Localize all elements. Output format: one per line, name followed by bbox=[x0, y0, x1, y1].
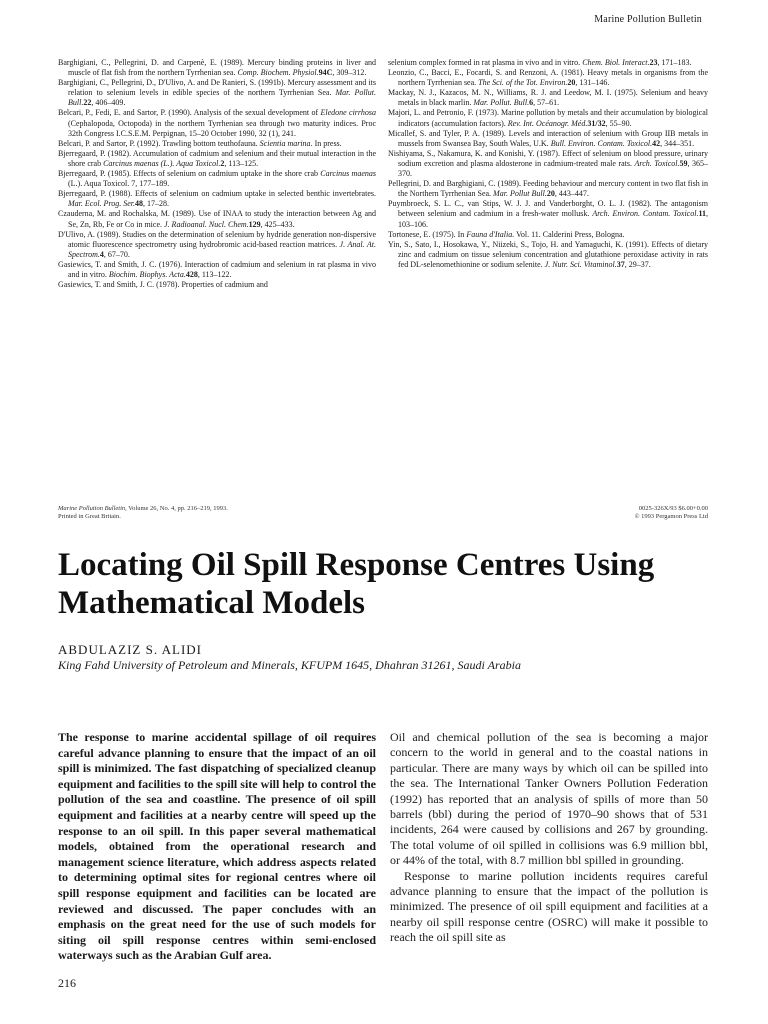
running-head: Marine Pollution Bulletin bbox=[594, 14, 702, 25]
reference-pre: Belcari, P., Fedi, E. and Sartor, P. (1990). Analysis of the sexual development of bbox=[58, 108, 321, 118]
reference-post: . In press. bbox=[310, 138, 342, 148]
reference-vol: 31/32 bbox=[587, 118, 606, 128]
reference-journal: Fauna d'Italia. bbox=[466, 229, 515, 239]
reference-post: , 443–447. bbox=[554, 189, 589, 199]
reference-pre: Micallef, S. and Tyler, P. A. (1989). Levels and interaction of selenium with Group IIB metals in mussels from Swansea Bay, South Wales, U.K. bbox=[388, 128, 708, 148]
reference-post: , 365–370. bbox=[398, 158, 709, 179]
reference-post: , 67–70. bbox=[103, 249, 130, 259]
reference-entry bbox=[58, 189, 376, 209]
reference-pre: Tortonese, E. (1975). In bbox=[388, 229, 467, 239]
reference-post: , 113–122. bbox=[197, 269, 232, 279]
reference-entry bbox=[58, 78, 376, 108]
reference-post: , 55–90. bbox=[605, 118, 632, 128]
page-number: 216 bbox=[58, 976, 76, 990]
reference-entry bbox=[58, 280, 376, 290]
issue-journal: Marine Pollution Bulletin, bbox=[58, 505, 127, 512]
reference-journal: Mar. Ecol. Prog. Ser. bbox=[68, 199, 136, 209]
copyright-notice: © 1993 Pergamon Press Ltd bbox=[634, 513, 708, 520]
reference-entry bbox=[388, 230, 708, 240]
reference-pre: Barghigiani, C., Pellegrini, D. and Carpenè, E. (1989). Mercury binding proteins in liver and muscle of flat fish from the northern Tyrrhenian sea. bbox=[58, 58, 376, 78]
reference-vol: 20 bbox=[567, 78, 576, 88]
reference-vol: 129 bbox=[248, 219, 261, 229]
reference-entry bbox=[58, 108, 376, 138]
reference-entry bbox=[58, 230, 376, 260]
author-name: ABDULAZIZ S. ALIDI bbox=[58, 642, 203, 657]
references-right-column bbox=[388, 58, 708, 270]
reference-entry bbox=[58, 58, 376, 78]
reference-journal: J. Nutr. Sci. Vitaminol. bbox=[544, 259, 617, 269]
reference-pre: Pellegrini, D. and Barghigiani, C. (1989). Feeding behaviour and mercury content in two flat fish in the Northern Tyrrhenian Sea. bbox=[388, 179, 708, 199]
reference-entry bbox=[58, 169, 376, 189]
copyright-info bbox=[635, 505, 708, 521]
reference-journal: J. Anal. At. Spectrom. bbox=[68, 239, 376, 259]
reference-entry bbox=[388, 179, 708, 199]
reference-journal: Arch. Toxicol. bbox=[634, 158, 680, 168]
reference-journal: Mar. Pollut. Bull. bbox=[473, 98, 530, 108]
reference-post: , 17–28. bbox=[143, 199, 170, 209]
reference-entry bbox=[58, 139, 376, 149]
reference-journal: Mar. Pollut Bull. bbox=[493, 189, 547, 199]
reference-journal: Carcinus maenas (L.). Aqua Toxicol. bbox=[103, 158, 221, 168]
reference-vol: 23 bbox=[649, 58, 658, 67]
reference-vol: 59 bbox=[679, 158, 688, 168]
reference-journal: Rev. Int. Océanogr. Méd. bbox=[507, 118, 588, 128]
reference-vol: 11 bbox=[698, 209, 707, 219]
reference-pre: Gasiewics, T. and Smith, J. C. (1976). Interaction of cadmium and selenium in rat plasma in vivo and in vitro. bbox=[58, 259, 376, 279]
reference-pre: Bjerregaard, P. (1982). Accumulation of cadmium and selenium and their mutual interaction in the shore crab bbox=[58, 148, 376, 168]
reference-journal: Bull. Environ. Contam. Toxicol. bbox=[550, 138, 653, 148]
abstract: The response to marine accidental spillage of oil requires careful advance planning to ensure that the impact of an oil spill is minimized. The fast dispatching of specialized cleanup equipment and facilities to the spill site will help to control the pollution of the sea and coastline. The presence of oil spill equipment and facilities at a nearby centre will speed up the response to an oil spill. In this paper several mathematical models, obtained from the operational research and management science literature, which address aspects related to determining optimal sites for regional centres where oil spill response equipment and facilities can be located are reviewed and discussed. The paper concludes with an emphasis on the great need for the use of such models for siting oil spill response centres within semi-enclosed waterways such as the Arabian Gulf area. bbox=[58, 730, 376, 963]
reference-vol: 6 bbox=[529, 98, 534, 108]
reference-post: , 57–61. bbox=[533, 98, 560, 108]
reference-pre: Gasiewics, T. and Smith, J. C. (1978). Properties of cadmium and bbox=[58, 280, 268, 290]
reference-vol: 22 bbox=[83, 98, 92, 108]
reference-journal: Arch. Environ. Contam. Toxicol. bbox=[592, 209, 699, 219]
reference-post: (Cephalopoda, Octopoda) in the northern Tyrrhenian sea through two maturity indices. Proc 32th Congress I.C.S.E.M. Perpignan, 15–20 October 1990, 32 (1), 241. bbox=[68, 118, 376, 138]
author-affiliation: King Fahd University of Petroleum and Minerals, KFUPM 1645, Dhahran 31261, Saudi Arabia bbox=[58, 658, 521, 672]
reference-journal: Eledone cirrhosa bbox=[320, 108, 376, 118]
reference-pre: Bjerregaard, P. (1985). Effects of selenium on cadmium uptake in the shore crab bbox=[58, 169, 321, 179]
reference-vol: 37 bbox=[616, 259, 625, 269]
reference-vol: 94C bbox=[318, 68, 333, 78]
reference-post: Vol. 11. Calderini Press, Bologna. bbox=[514, 229, 625, 239]
reference-pre: Majori, L. and Petronio, F. (1973). Marine pollution by metals and their accumulation by biological indicators (accumulation factors). bbox=[388, 108, 708, 128]
reference-entry bbox=[388, 129, 708, 149]
reference-entry bbox=[58, 260, 376, 280]
reference-vol: 4 bbox=[99, 249, 104, 259]
reference-entry bbox=[388, 68, 708, 88]
body-paragraph: Response to marine pollution incidents requires careful advance planning to ensure that the impact of the pollution is minimized. The presence of oil spill equipment and facilities at a nearby oil spill response centre (OSRC) will make it possible to reach the oil spill site as bbox=[390, 868, 708, 945]
reference-journal: Chem. Biol. Interact. bbox=[582, 58, 650, 67]
reference-pre: Mackay, N. J., Kazacos, M. N., Williams, R. J. and Leedow, M. I. (1975). Selenium and heavy metals in black marlin. bbox=[388, 88, 708, 108]
printed-in: Printed in Great Britain. bbox=[58, 513, 121, 520]
reference-pre: Yin, S., Sato, I., Hosokawa, Y., Niizeki, S., Tojo, H. and Yamaguchi, K. (1991). Effects of dietary zinc and cadmium on tissue selenium concentration and glutathione peroxidase activity in rats fed DL-selenomethionine or sodium selenite. bbox=[388, 239, 708, 269]
reference-post: , 425–433. bbox=[260, 219, 295, 229]
reference-entry bbox=[388, 240, 708, 270]
reference-post: , 103–106. bbox=[398, 209, 709, 229]
reference-journal: The Sci. of the Tot. Environ. bbox=[478, 78, 568, 88]
issn-code: 0025-326X/93 $6.00+0.00 bbox=[638, 505, 708, 512]
body-paragraph: Oil and chemical pollution of the sea is becoming a major concern to the world in general and to the coastal nations in particular. There are many ways by which oil can be spilled into the sea. The International Tanker Owners Pollution Federation (1992) has reported that an analysis of spills of more than 50 barrels (bbl) during the period of 1970–90 shows that of 531 incidents, 264 were caused by collisions and 267 by grounding. The total volume of oil spilled in collisions was 6.9 million bbl, or 44% of the total, with 8.7 million bbl spilled in grounding. bbox=[390, 730, 708, 868]
reference-vol: 20 bbox=[546, 189, 555, 199]
body-text bbox=[390, 730, 708, 946]
reference-pre: Bjerregaard, P. (1988). Effects of selenium on cadmium uptake in selected benthic invertebrates. bbox=[58, 189, 376, 199]
reference-pre: Nishiyama, S., Nakamura, K. and Konishi, Y. (1987). Effect of selenium on blood pressure, urinary sodium excretion and plasma aldosterone in cadmium-treated male rats. bbox=[388, 148, 708, 168]
reference-journal: J. Radioanal. Nucl. Chem. bbox=[164, 219, 249, 229]
reference-post: , 406–409. bbox=[91, 98, 126, 108]
article-title: Locating Oil Spill Response Centres Using Mathematical Models bbox=[58, 547, 655, 621]
reference-journal: Mar. Pollut. Bull. bbox=[68, 88, 377, 108]
reference-pre: Barghigiani, C., Pellegrini, D., D'Ulivo, A. and De Ranieri, S. (1991b). Mercury assessment and its relation to selenium levels in edible species of the northern Tyrrhenian Sea. bbox=[58, 78, 376, 98]
reference-journal: Scientia marina bbox=[259, 138, 311, 148]
reference-journal: Comp. Biochem. Physiol. bbox=[237, 68, 319, 78]
reference-post: (L.). Aqua Toxicol. 7, 177–189. bbox=[68, 179, 170, 189]
reference-entry bbox=[388, 58, 708, 68]
issue-info bbox=[58, 505, 228, 521]
reference-post: , 309–312. bbox=[332, 68, 367, 78]
reference-post: , 29–37. bbox=[624, 259, 651, 269]
reference-entry bbox=[388, 149, 708, 179]
reference-vol: 2 bbox=[220, 158, 225, 168]
reference-post: , 113–125. bbox=[224, 158, 259, 168]
reference-journal: Biochim. Biophys. Acta. bbox=[108, 269, 186, 279]
reference-pre: selenium complex formed in rat plasma in vivo and in vitro. bbox=[388, 58, 583, 67]
reference-vol: 48 bbox=[135, 199, 144, 209]
reference-post: , 131–146. bbox=[575, 78, 610, 88]
reference-entry bbox=[388, 88, 708, 108]
reference-pre: Czauderna, M. and Rochalska, M. (1989). Use of INAA to study the interaction between Ag and Se, Zn, Rb, Fe or Co in mice. bbox=[58, 209, 376, 229]
issue-details: Volume 26, No. 4, pp. 216–219, 1993. bbox=[126, 505, 228, 512]
reference-pre: Belcari, P. and Sartor, P. (1992). Trawling bottom teuthofauna. bbox=[58, 138, 260, 148]
reference-vol: 42 bbox=[652, 138, 661, 148]
reference-pre: Puymbroeck, S. L. C., van Stips, W. J. J. and Vanderborght, O. L. J. (1982). The antagonism between selenium and cadmium in a fresh-water mollusk. bbox=[388, 199, 708, 219]
reference-pre: Leonzio, C., Bacci, E., Focardi, S. and Renzoni, A. (1981). Heavy metals in organisms from the northern Tyrrhenian sea. bbox=[388, 68, 708, 88]
reference-post: , 171–183. bbox=[657, 58, 692, 67]
reference-vol: 428 bbox=[185, 269, 198, 279]
reference-entry bbox=[58, 209, 376, 229]
reference-journal: Carcinus maenas bbox=[320, 169, 376, 179]
reference-pre: D'Ulivo, A. (1989). Studies on the determination of selenium by hydride generation non-dispersive atomic fluorescence spectrometry using hydrobromic acid-based reaction matrices. bbox=[58, 229, 376, 249]
reference-entry bbox=[388, 199, 708, 229]
references-left-column bbox=[58, 58, 376, 290]
reference-entry bbox=[58, 149, 376, 169]
reference-post: , 344–351. bbox=[660, 138, 695, 148]
reference-entry bbox=[388, 108, 708, 128]
